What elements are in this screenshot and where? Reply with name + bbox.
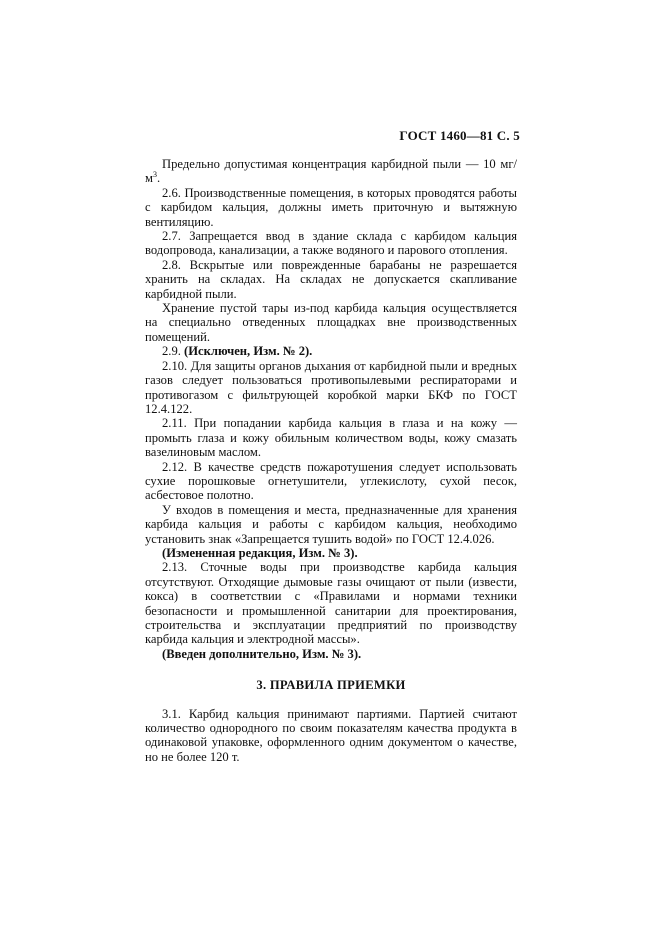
paragraph-entrance-sign: У входов в помещения и места, предназначенные для хранения карбида кальция и работы с карбидом кальция, необходимо установить знак «Запрещается тушить водой» по ГОСТ 12.4.026.: [145, 502, 517, 546]
paragraph-concentration: Предельно допустимая концентрация карбидной пыли — 10 $мг/м^3$.: [145, 157, 517, 186]
paragraph-2-8: 2.8. Вскрытые или поврежденные барабаны не разрешается хранить на складах. На складах не допускается скапливание карбидной пыли.: [145, 257, 517, 301]
section-3-heading: 3. ПРАВИЛА ПРИЕМКИ: [256, 678, 406, 693]
paragraph-3-1: 3.1. Карбид кальция принимают партиями. Партией считают количество однородного по своим показателям качества продукта в одинаковой упаковке, оформленного одним документом о качестве, но не более 120 т.: [145, 706, 517, 764]
page-header: ГОСТ 1460—81 С. 5: [399, 128, 520, 143]
paragraph-empty-containers: Хранение пустой тары из-под карбида кальция осуществляется на специально отведенных площадках вне производственных помещений.: [145, 301, 517, 344]
paragraph-2-11: 2.11. При попадании карбида кальция в глаза и на кожу — промыть глаза и кожу обильным количеством воды, кожу смазать вазелиновым маслом.: [145, 416, 517, 460]
paragraph-2-12: 2.12. В качестве средств пожаротушения следует использовать сухие порошковые огнетушители, углекислоту, сухой песок, асбестовое полотно.: [145, 459, 517, 503]
document-body: [145, 157, 517, 764]
paragraph-2-10: 2.10. Для защиты органов дыхания от карбидной пыли и вредных газов следует пользоваться противопылевыми респираторами и противогазом с фильтрующей коробкой марки БКФ по ГОСТ 12.4.122.: [145, 358, 517, 416]
paragraph-2-13: 2.13. Сточные воды при производстве карбида кальция отсутствуют. Отходящие дымовые газы очищают от пыли (извести, кокса) в соответствии с «Правилами и нормами техники безопасности и промышленной санитарии для проектирования, строительства и эксплуатации предприятий по производству карбида кальция и электродной массы».: [145, 560, 517, 647]
paragraph-2-9: 2.9. (Исключен, Изм. № 2).: [162, 344, 313, 359]
amendment-note-added: (Введен дополнительно, Изм. № 3).: [162, 646, 362, 661]
paragraph-2-6: 2.6. Производственные помещения, в которых проводятся работы с карбидом кальция, должны иметь приточную и вытяжную вентиляцию.: [145, 185, 517, 229]
amendment-note-revised: (Измененная редакция, Изм. № 3).: [162, 545, 358, 560]
paragraph-2-7: 2.7. Запрещается ввод в здание склада с карбидом кальция водопровода, канализации, а также водяного и парового отопления.: [145, 229, 517, 258]
